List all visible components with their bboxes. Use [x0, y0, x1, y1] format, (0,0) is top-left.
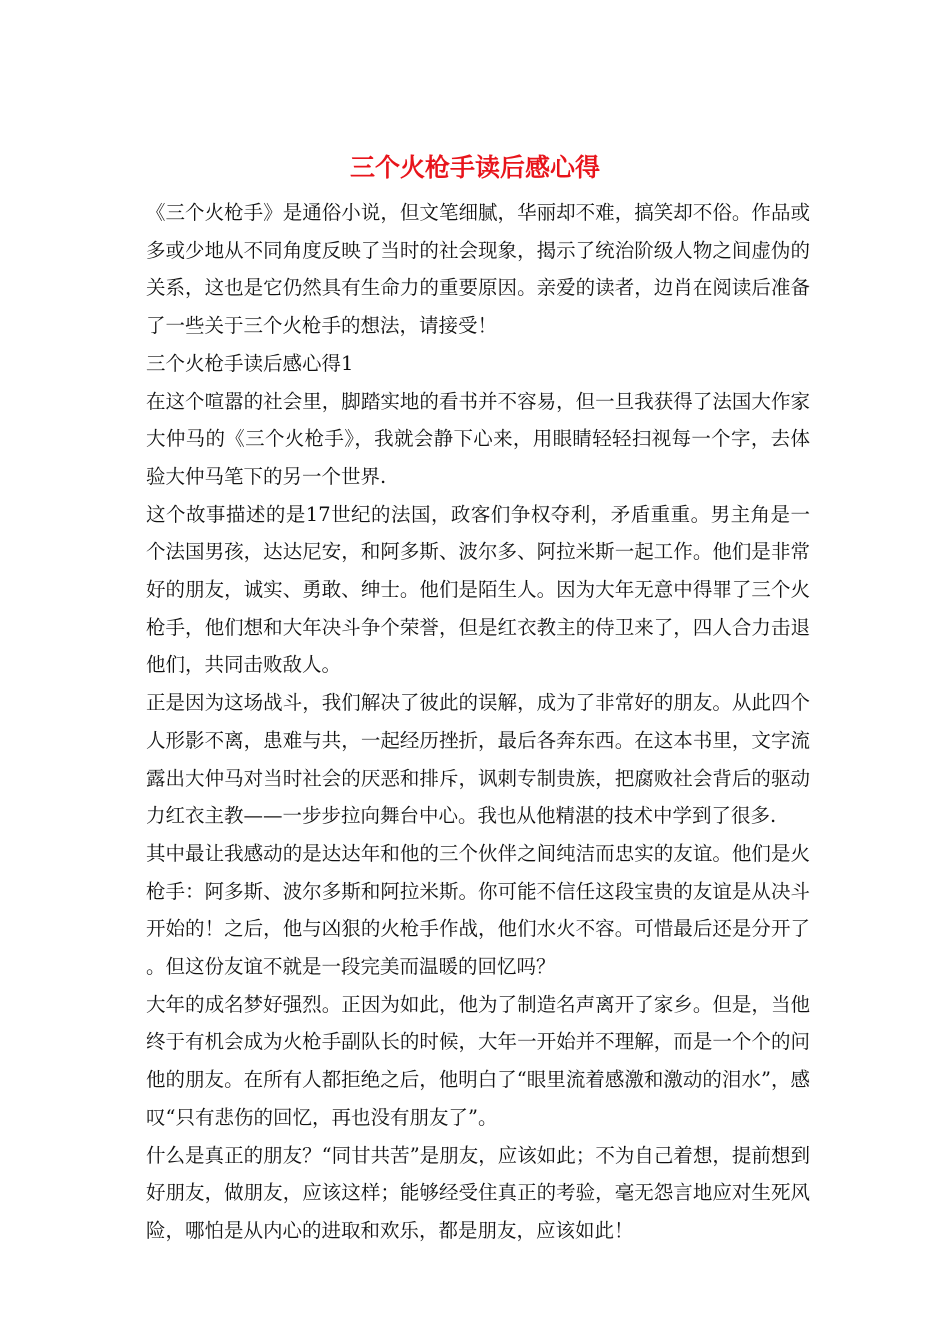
body-paragraph: 其中最让我感动的是达达年和他的三个伙伴之间纯洁而忠实的友谊。他们是火枪手：阿多斯、波尔多斯和阿拉米斯。你可能不信任这段宝贵的友谊是从决斗开始的！之后，他与凶狠的火枪手作战，他们水火不容。可惜最后还是分开了。但这份友谊不就是一段完美而温暖的回忆吗？	[146, 841, 810, 979]
body-paragraph: 在这个喧嚣的社会里，脚踏实地的看书并不容易，但一旦我获得了法国大作家大仲马的《三个火枪手》，我就会静下心来，用眼睛轻轻扫视每一个字，去体验大仲马笔下的另一个世界.	[146, 389, 810, 488]
body-paragraph: 正是因为这场战斗，我们解决了彼此的误解，成为了非常好的朋友。从此四个人形影不离，患难与共，一起经历挫折，最后各奔东西。在这本书里，文字流露出大仲马对当时社会的厌恶和排斥，讽刺专制贵族，把腐败社会背后的驱动力红衣主教——一步步拉向舞台中心。我也从他精湛的技术中学到了很多.	[146, 691, 810, 828]
document-body	[146, 194, 810, 1250]
body-paragraph: 什么是真正的朋友？“同甘共苦”是朋友，应该如此；不为自己着想，提前想到好朋友，做朋友，应该这样；能够经受住真正的考验，毫无怨言地应对生死风险，哪怕是从内心的进取和欢乐，都是朋友，应该如此！	[146, 1143, 810, 1242]
section-heading: 三个火枪手读后感心得1	[146, 351, 354, 375]
document-title: 三个火枪手读后感心得	[349, 153, 600, 182]
body-paragraph: 大年的成名梦好强烈。正因为如此，他为了制造名声离开了家乡。但是，当他终于有机会成为火枪手副队长的时候，大年一开始并不理解，而是一个个的问他的朋友。在所有人都拒绝之后，他明白了“眼里流着感激和激动的泪水”，感叹“只有悲伤的回忆，再也没有朋友了”。	[146, 992, 810, 1129]
body-paragraph: 这个故事描述的是17世纪的法国，政客们争权夺利，矛盾重重。男主角是一个法国男孩，达达尼安，和阿多斯、波尔多、阿拉米斯一起工作。他们是非常好的朋友，诚实、勇敢、绅士。他们是陌生人。因为大年无意中得罪了三个火枪手，他们想和大年决斗争个荣誉，但是红衣教主的侍卫来了，四人合力击退他们，共同击败敌人。	[146, 502, 810, 677]
intro-paragraph: 《三个火枪手》是通俗小说，但文笔细腻，华丽却不难，搞笑却不俗。作品或多或少地从不同角度反映了当时的社会现象，揭示了统治阶级人物之间虚伪的关系，这也是它仍然具有生命力的重要原因。亲爱的读者，边肖在阅读后准备了一些关于三个火枪手的想法，请接受！	[146, 201, 810, 338]
